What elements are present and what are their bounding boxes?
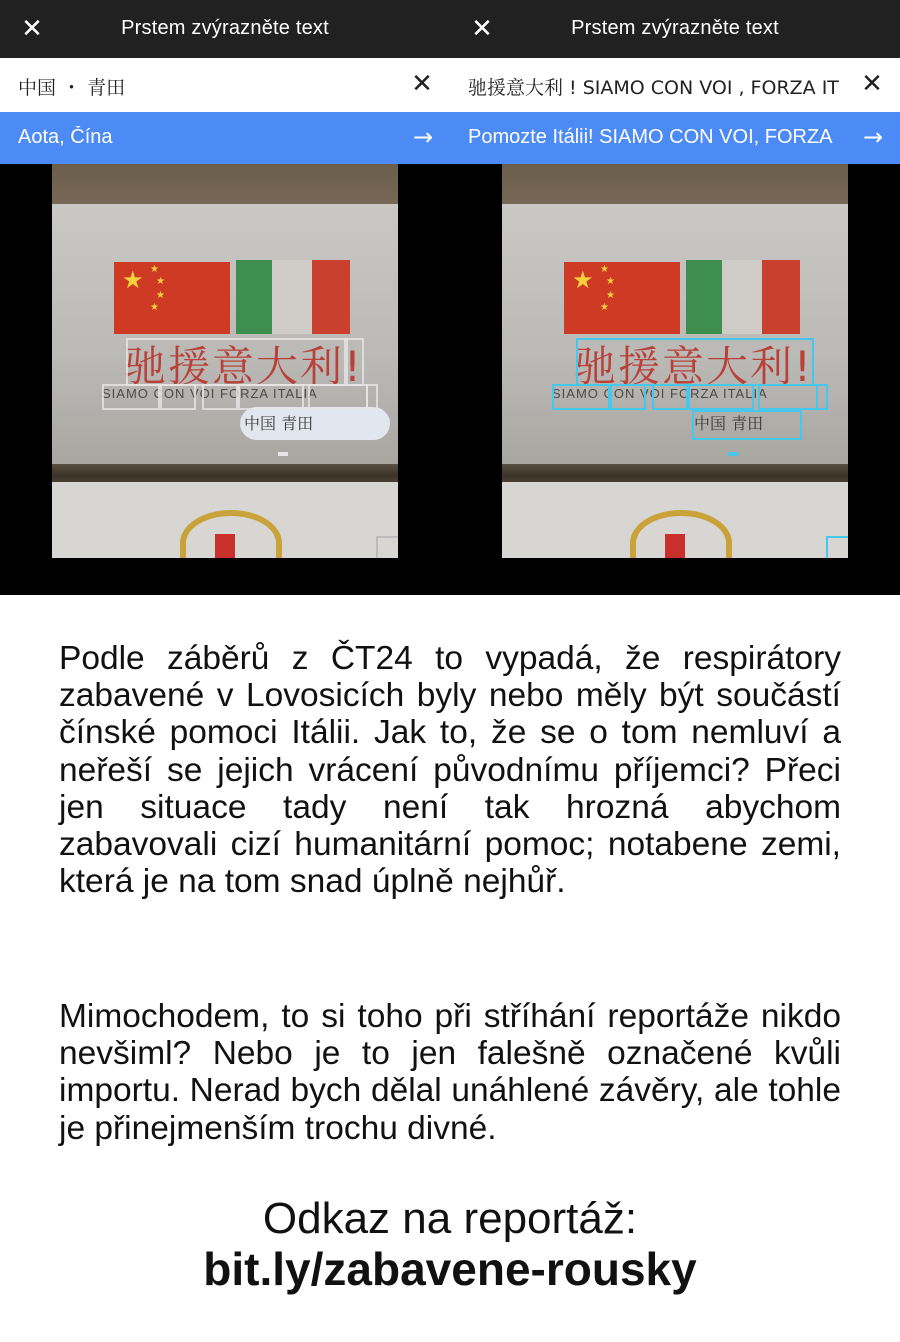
camera-photo[interactable]: [502, 164, 848, 558]
scan-frame-icon[interactable]: [376, 536, 398, 558]
italy-flag-red: [312, 260, 350, 334]
title-text: Prstem zvýrazněte text: [121, 17, 329, 39]
arrow-right-icon[interactable]: →: [862, 123, 884, 151]
article-paragraph-1: Podle záběrů z ČT24 to vypadá, že respirátory zabavené v Lovosicích byly nebo měly být součástí čínské pomoci Itálii. Jak to, že se o tom nemluví a neřeší se jejich vrácení původnímu příjemci? Přeci jen situace tady není tak hrozná abychom zabavovali cizí humanitární pomoc; notabene zemi, která je na tom snad úplně nejhůř.: [59, 640, 841, 901]
ocr-box[interactable]: [652, 384, 688, 410]
photo-chinese-text: 驰援意大利!: [124, 342, 363, 391]
red-cross-mark: [215, 534, 235, 558]
ocr-box[interactable]: [366, 384, 378, 410]
ocr-mark: [278, 452, 288, 456]
translation-text: Pomozte Itálii! SIAMO CON VOI, FORZA: [468, 126, 833, 148]
source-text: 中国 ・ 青田: [18, 77, 126, 99]
source-text: 驰援意大利 ! SIAMO CON VOI , FORZA IT: [468, 77, 839, 99]
source-text-bar: [0, 58, 450, 112]
italy-flag-white: [722, 260, 762, 334]
photo-sub-text: 中国 青田: [694, 414, 764, 433]
close-icon[interactable]: ✕: [21, 14, 43, 44]
arrow-right-icon[interactable]: →: [412, 123, 434, 151]
china-flag-image: ★ ★ ★ ★ ★: [564, 262, 680, 334]
italy-flag-red: [762, 260, 800, 334]
article-paragraph-2: Mimochodem, to si toho při stříhání reportáže nikdo nevšiml? Nebo je to jen falešně označené kvůli importu. Nerad bych dělal unáhlené závěry, ale tohle je přinejmenším trochu divné.: [59, 998, 841, 1147]
clear-icon[interactable]: ✕: [411, 69, 433, 99]
translate-panel-right: [450, 0, 900, 595]
report-link[interactable]: bit.ly/zabavene-rousky: [203, 1243, 697, 1295]
ocr-box[interactable]: [576, 338, 814, 386]
italy-flag-green: [236, 260, 272, 334]
photo-english-text: SIAMO CON VOI FORZA ITALIA: [102, 386, 318, 401]
italy-flag-white: [272, 260, 312, 334]
ocr-box[interactable]: [238, 384, 304, 410]
clear-icon[interactable]: ✕: [861, 69, 883, 99]
ocr-box[interactable]: [816, 384, 828, 410]
ocr-box[interactable]: [688, 384, 754, 410]
ocr-box[interactable]: [610, 384, 646, 410]
link-caption: Odkaz na reportáž:: [262, 1194, 638, 1243]
translate-panel-left: [0, 0, 450, 595]
translation-text: Aota, Čína: [18, 126, 113, 148]
translation-bar[interactable]: [0, 112, 450, 164]
ocr-box[interactable]: [102, 384, 160, 410]
article-body: [59, 640, 841, 1147]
italy-flag-green: [686, 260, 722, 334]
ocr-box[interactable]: [308, 384, 368, 410]
ocr-box[interactable]: [552, 384, 610, 410]
ocr-box[interactable]: [344, 338, 364, 386]
ocr-box[interactable]: [126, 338, 348, 386]
ocr-box[interactable]: [692, 410, 802, 440]
photo-sub-text: 中国 青田: [244, 414, 314, 433]
ocr-box[interactable]: [758, 384, 818, 410]
red-cross-mark: [665, 534, 685, 558]
ocr-box[interactable]: [160, 384, 196, 410]
camera-photo[interactable]: [52, 164, 398, 558]
ocr-mark: [728, 452, 738, 456]
title-text: Prstem zvýrazněte text: [571, 17, 779, 39]
close-icon[interactable]: ✕: [471, 14, 493, 44]
china-flag-image: ★ ★ ★ ★ ★: [114, 262, 230, 334]
title-bar: [0, 0, 450, 58]
title-bar: [450, 0, 900, 58]
photo-chinese-text: 驰援意大利!: [574, 342, 813, 391]
translation-bar[interactable]: [450, 112, 900, 164]
source-text-bar: [450, 58, 900, 112]
ocr-box[interactable]: [202, 384, 238, 410]
photo-english-text: SIAMO CON VOI FORZA ITALIA: [552, 386, 768, 401]
screenshot-area: [0, 0, 900, 595]
scan-frame-icon[interactable]: [826, 536, 848, 558]
